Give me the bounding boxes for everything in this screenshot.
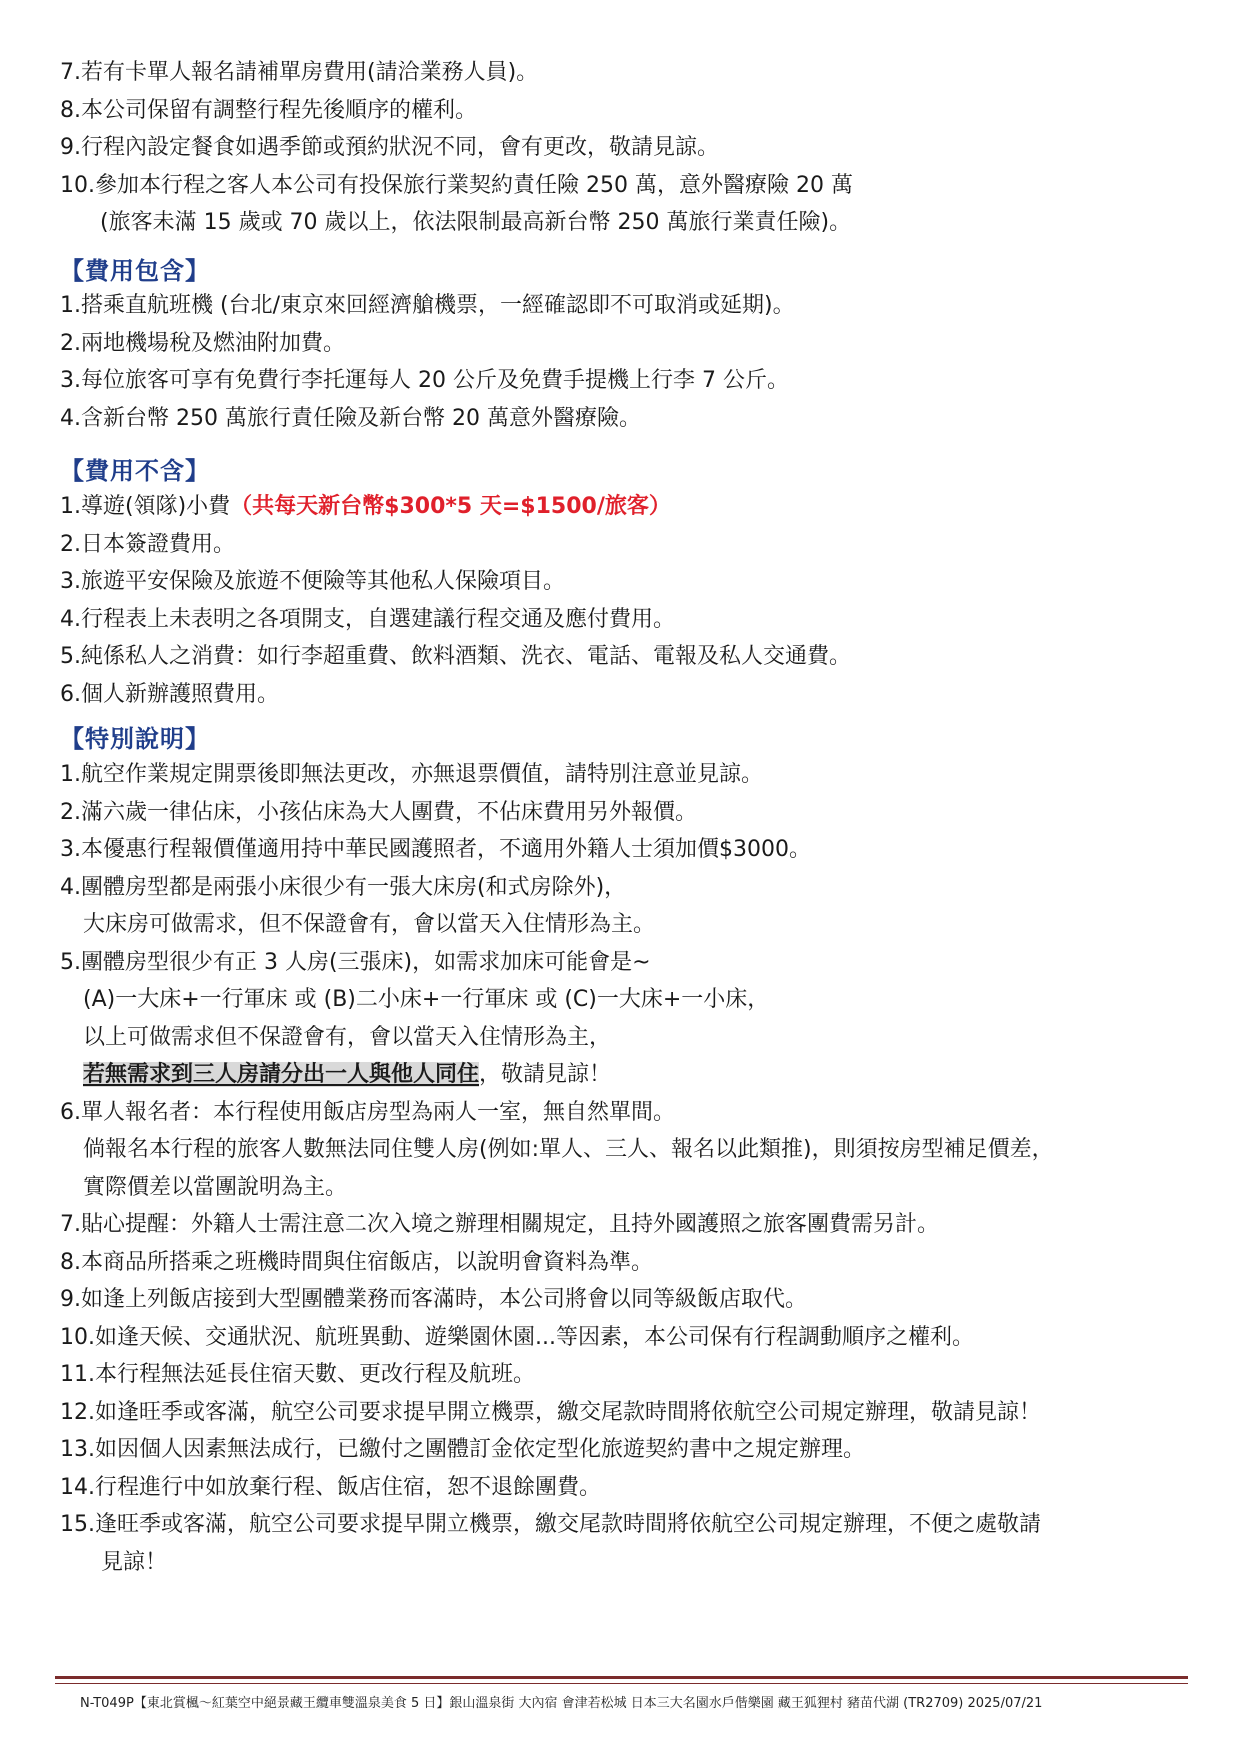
excluded-list [60, 488, 1190, 713]
list-item: 10.如逢天候、交通狀況、航班異動、遊樂園休園...等因素，本公司保有行程調動順序之權利。 [60, 1324, 974, 1350]
footer-rule [55, 1676, 1188, 1679]
list-item-cont: 以上可做需求但不保證會有，會以當天入住情形為主， [83, 1024, 612, 1050]
list-item: 8.本商品所搭乘之班機時間與住宿飯店，以說明會資料為準。 [60, 1249, 653, 1275]
list-item: 3.本優惠行程報價僅適用持中華民國護照者，不適用外籍人士須加價$3000。 [60, 837, 811, 862]
tip-label: 1.導遊(領隊)小費 [60, 494, 231, 519]
list-item: 1.搭乘直航班機 (台北/東京來回經濟艙機票，一經確認即不可取消或延期)。 [60, 293, 795, 318]
list-item-cont: 見諒！ [101, 1549, 168, 1575]
list-item: 2.兩地機場稅及燃油附加費。 [60, 330, 345, 356]
tip-amount: （共每天新台幣$300*5 天=$1500/旅客） [230, 494, 671, 519]
note-7: 7.若有卡單人報名請補單房費用(請洽業務人員)。 [60, 60, 539, 85]
list-item-cont: 倘報名本行程的旅客人數無法同住雙人房(例如:單人、三人、報名以此類推)，則須按房型補足價差， [83, 1137, 1054, 1162]
list-item: 1.航空作業規定開票後即無法更改，亦無退票價值，請特別注意並見諒。 [60, 762, 763, 787]
note-10-cont: (旅客未滿 15 歲或 70 歲以上，依法限制最高新台幣 250 萬旅行業責任險)。 [100, 210, 852, 235]
list-item: 2.日本簽證費用。 [60, 531, 235, 557]
list-item: 12.如逢旺季或客滿，航空公司要求提早開立機票，繳交尾款時間將依航空公司規定辦理，敬請見諒！ [60, 1399, 1041, 1425]
special-list [60, 756, 1190, 1581]
list-item: 7.貼心提醒：外籍人士需注意二次入境之辦理相關規定，且持外國護照之旅客團費需另計。 [60, 1212, 939, 1237]
list-item: 6.個人新辦護照費用。 [60, 681, 279, 707]
list-item-cont [60, 1056, 1190, 1094]
list-item: 15.逢旺季或客滿，航空公司要求提早開立機票，繳交尾款時間將依航空公司規定辦理，不便之處敬請 [60, 1512, 1041, 1537]
list-item: 3.旅遊平安保險及旅遊不便險等其他私人保險項目。 [60, 569, 565, 594]
footer-text: N-T049P【東北賞楓～紅葉空中絕景藏王纜車雙溫泉美食 5 日】銀山溫泉街 大內宿 會津若松城 日本三大名園水戶偕樂園 藏王狐狸村 豬苗代湖 (TR2709) 2025/07/21 [80, 1696, 1043, 1711]
list-item: 9.如逢上列飯店接到大型團體業務而客滿時，本公司將會以同等級飯店取代。 [60, 1287, 807, 1312]
list-item: 11.本行程無法延長住宿天數、更改行程及航班。 [60, 1362, 535, 1387]
list-item: 3.每位旅客可享有免費行李托運每人 20 公斤及免費手提機上行李 7 公斤。 [60, 368, 789, 393]
note-9: 9.行程內設定餐食如遇季節或預約狀況不同，會有更改，敬請見諒。 [60, 135, 719, 160]
list-item: 4.行程表上未表明之各項開支，自選建議行程交通及應付費用。 [60, 606, 675, 632]
list-item-cont: 大床房可做需求，但不保證會有，會以當天入住情形為主。 [83, 912, 656, 937]
list-item: 5.純係私人之消費：如行李超重費、飲料酒類、洗衣、電話、電報及私人交通費。 [60, 644, 851, 669]
list-item: 4.團體房型都是兩張小床很少有一張大床房(和式房除外)， [60, 874, 627, 900]
notes-top [60, 54, 1190, 242]
list-item-cont: (A)一大床+一行軍床 或 (B)二小床+一行軍床 或 (C)一大床+一小床， [83, 987, 770, 1012]
list-item: 14.行程進行中如放棄行程、飯店住宿，恕不退餘團費。 [60, 1474, 601, 1500]
list-item: 13.如因個人因素無法成行，已繳付之團體訂金依定型化旅遊契約書中之規定辦理。 [60, 1437, 865, 1462]
list-item: 6.單人報名者：本行程使用飯店房型為兩人一室，無自然單間。 [60, 1099, 675, 1125]
list-item: 5.團體房型很少有正 3 人房(三張床)，如需求加床可能會是~ [60, 949, 651, 975]
list-item-cont: 實際價差以當團說明為主。 [83, 1174, 348, 1200]
note-8: 8.本公司保留有調整行程先後順序的權利。 [60, 97, 477, 123]
list-item [60, 488, 1190, 526]
note-10: 10.參加本行程之客人本公司有投保旅行業契約責任險 250 萬，意外醫療險 20 萬 [60, 172, 853, 198]
footer-rule-thin [55, 1683, 1188, 1684]
highlighted-note-tail: ，敬請見諒！ [479, 1062, 612, 1087]
list-item: 4.含新台幣 250 萬旅行責任險及新台幣 20 萬意外醫療險。 [60, 405, 641, 431]
highlighted-note: 若無需求到三人房請分出一人與他人同住 [83, 1062, 480, 1087]
included-list [60, 287, 1190, 437]
included-heading: 【費用包含】 [60, 257, 210, 285]
excluded-heading: 【費用不含】 [60, 457, 210, 485]
list-item: 2.滿六歲一律佔床，小孩佔床為大人團費，不佔床費用另外報價。 [60, 799, 697, 825]
special-heading: 【特別說明】 [60, 725, 210, 753]
